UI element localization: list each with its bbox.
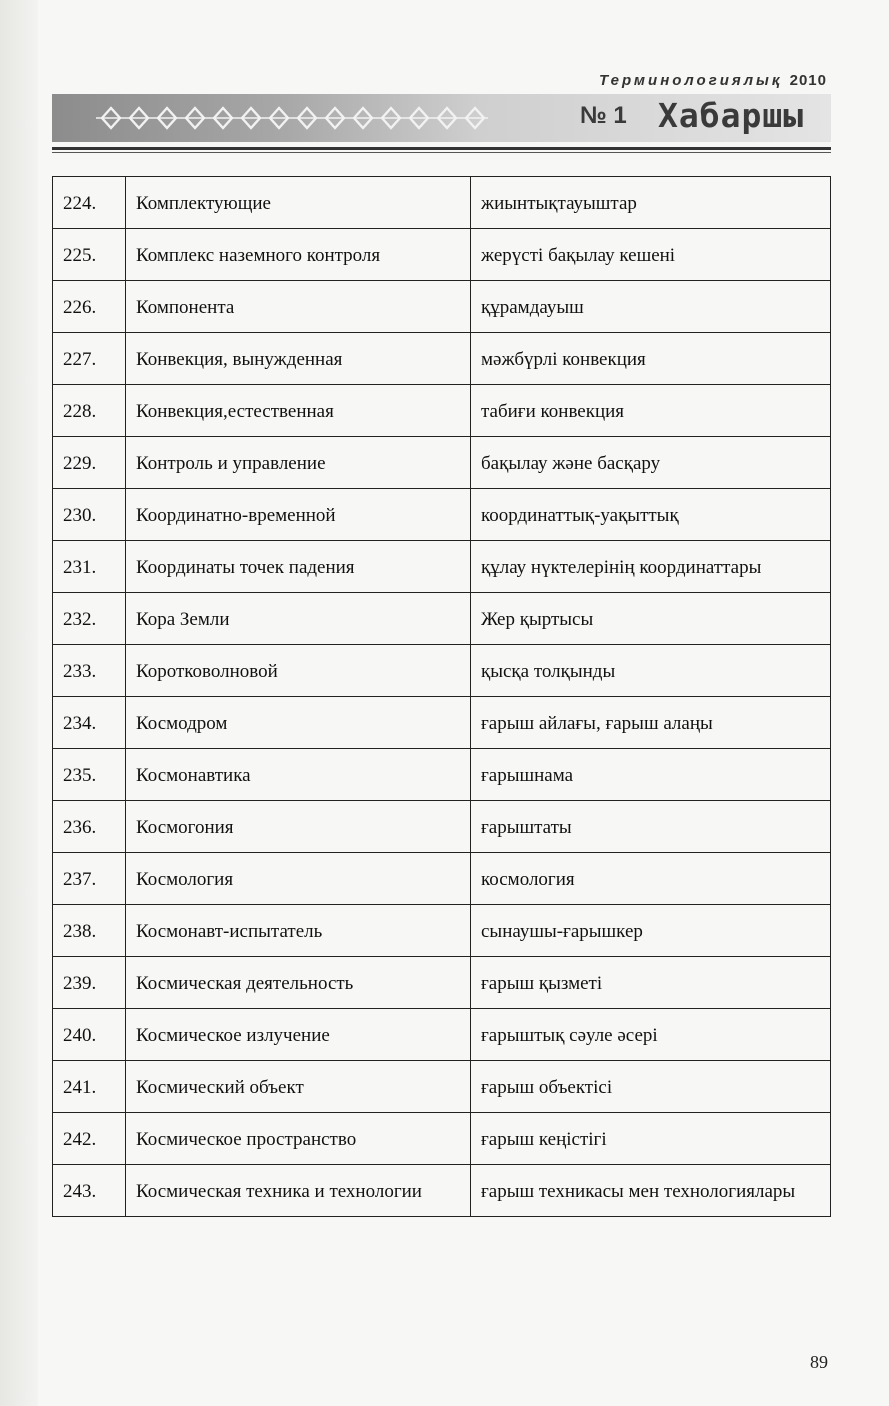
term-kazakh: құрамдауыш (471, 281, 831, 333)
table-row (53, 645, 831, 697)
term-russian: Космодром (126, 697, 471, 749)
term-kazakh: құлау нүктелерінің координаттары (471, 541, 831, 593)
term-number: 225. (53, 229, 126, 281)
term-number: 241. (53, 1061, 126, 1113)
table-row (53, 437, 831, 489)
term-number: 231. (53, 541, 126, 593)
table-row (53, 801, 831, 853)
term-kazakh: Жер қыртысы (471, 593, 831, 645)
term-number: 234. (53, 697, 126, 749)
term-kazakh: ғарыш қызметі (471, 957, 831, 1009)
term-kazakh: жиынтықтауыштар (471, 177, 831, 229)
term-kazakh: жерүсті бақылау кешені (471, 229, 831, 281)
term-russian: Космическое пространство (126, 1113, 471, 1165)
header-band (52, 94, 831, 142)
term-russian: Космонавтика (126, 749, 471, 801)
table-row (53, 853, 831, 905)
term-number: 242. (53, 1113, 126, 1165)
term-kazakh: ғарыш айлағы, ғарыш алаңы (471, 697, 831, 749)
term-russian: Комплекс наземного контроля (126, 229, 471, 281)
term-russian: Космогония (126, 801, 471, 853)
term-number: 229. (53, 437, 126, 489)
term-russian: Космический объект (126, 1061, 471, 1113)
ornament-pattern (92, 100, 492, 136)
term-number: 237. (53, 853, 126, 905)
header-rule (52, 147, 831, 150)
term-russian: Космическая техника и технологии (126, 1165, 471, 1217)
table-row (53, 1165, 831, 1217)
term-russian: Конвекция,естественная (126, 385, 471, 437)
term-number: 239. (53, 957, 126, 1009)
term-kazakh: мәжбүрлі конвекция (471, 333, 831, 385)
journal-name: Терминологиялық (599, 72, 783, 89)
page-number: 89 (810, 1352, 828, 1372)
term-kazakh: қысқа толқынды (471, 645, 831, 697)
table-row (53, 905, 831, 957)
term-russian: Координаты точек падения (126, 541, 471, 593)
table-row (53, 281, 831, 333)
table-row (53, 957, 831, 1009)
term-kazakh: ғарышнама (471, 749, 831, 801)
term-russian: Космическая деятельность (126, 957, 471, 1009)
term-number: 224. (53, 177, 126, 229)
term-number: 227. (53, 333, 126, 385)
table-row (53, 489, 831, 541)
table-row (53, 229, 831, 281)
term-russian: Космонавт-испытатель (126, 905, 471, 957)
term-kazakh: сынаушы-ғарышкер (471, 905, 831, 957)
table-row (53, 1113, 831, 1165)
table-row (53, 541, 831, 593)
table-row (53, 593, 831, 645)
term-kazakh: бақылау және басқару (471, 437, 831, 489)
term-number: 235. (53, 749, 126, 801)
term-russian: Компонента (126, 281, 471, 333)
term-number: 226. (53, 281, 126, 333)
journal-title: Хабаршы (658, 96, 805, 135)
term-russian: Кора Земли (126, 593, 471, 645)
term-number: 233. (53, 645, 126, 697)
term-kazakh: координаттық-уақыттық (471, 489, 831, 541)
term-russian: Конвекция, вынужденная (126, 333, 471, 385)
table-row (53, 697, 831, 749)
term-number: 243. (53, 1165, 126, 1217)
term-kazakh: ғарыш кеңістігі (471, 1113, 831, 1165)
term-kazakh: табиғи конвекция (471, 385, 831, 437)
term-russian: Контроль и управление (126, 437, 471, 489)
header-rule-thin (52, 152, 831, 153)
table-row (53, 177, 831, 229)
term-kazakh: ғарыштаты (471, 801, 831, 853)
table-row (53, 1009, 831, 1061)
term-russian: Коротковолновой (126, 645, 471, 697)
term-russian: Космическое излучение (126, 1009, 471, 1061)
issue-number: № 1 (580, 102, 627, 129)
table-row (53, 333, 831, 385)
term-russian: Космология (126, 853, 471, 905)
term-russian: Координатно-временной (126, 489, 471, 541)
term-number: 238. (53, 905, 126, 957)
term-russian: Комплектующие (126, 177, 471, 229)
terms-table-body (53, 177, 831, 1217)
table-row (53, 1061, 831, 1113)
journal-header (599, 72, 827, 89)
term-number: 228. (53, 385, 126, 437)
term-kazakh: ғарыштық сәуле әсері (471, 1009, 831, 1061)
table-row (53, 749, 831, 801)
table-row (53, 385, 831, 437)
term-number: 232. (53, 593, 126, 645)
page-edge-shadow (0, 0, 38, 1406)
term-number: 236. (53, 801, 126, 853)
terms-table (52, 176, 831, 1217)
journal-year: 2010 (789, 72, 827, 89)
term-kazakh: ғарыш техникасы мен технологиялары (471, 1165, 831, 1217)
term-kazakh: ғарыш объектісі (471, 1061, 831, 1113)
term-kazakh: космология (471, 853, 831, 905)
term-number: 230. (53, 489, 126, 541)
term-number: 240. (53, 1009, 126, 1061)
